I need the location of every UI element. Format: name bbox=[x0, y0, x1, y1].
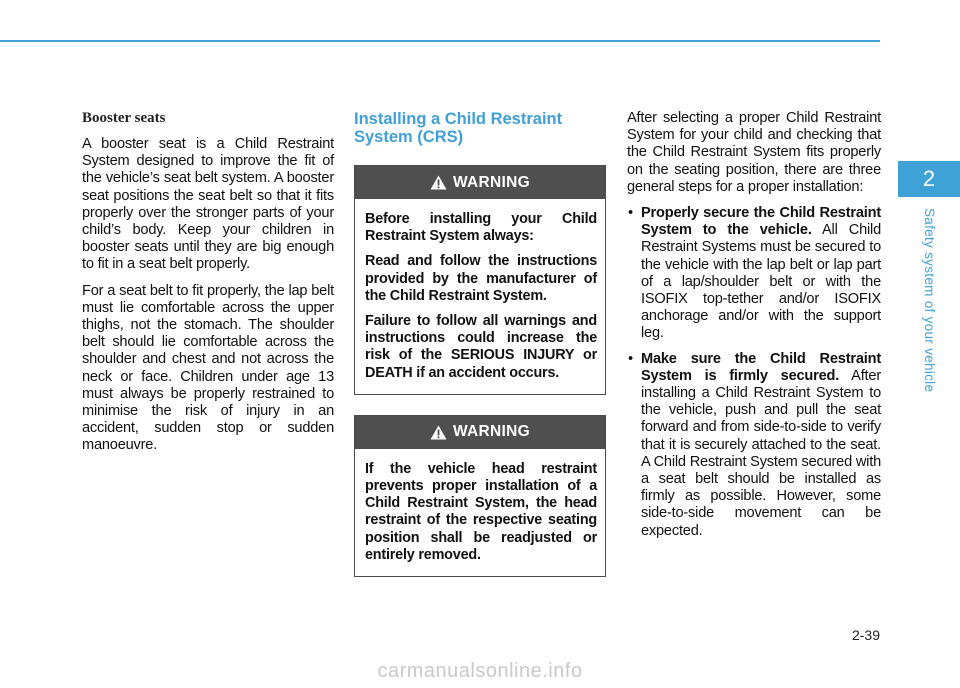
watermark: carmanualsonline.info bbox=[377, 660, 583, 682]
list-item bbox=[627, 205, 881, 343]
left-column bbox=[82, 110, 334, 464]
warning-text: Read and follow the instructions provided by the manufacturer of the Child Restraint System. bbox=[365, 253, 597, 304]
warning-text: Before installing your Child Restraint System always: bbox=[365, 211, 597, 245]
warning-box bbox=[354, 415, 606, 577]
bullet-bold-text: Properly secure the Child Restraint System to the vehicle. bbox=[641, 205, 881, 239]
warning-label: WARNING bbox=[452, 173, 530, 191]
warning-label: WARNING bbox=[452, 423, 530, 441]
warning-box bbox=[354, 165, 606, 395]
intro-paragraph: After selecting a proper Child Restraint System for your child and checking that the Child Restraint System fits properly on the seating position, there are three general steps for a proper installation: bbox=[627, 110, 881, 195]
warning-header bbox=[355, 166, 605, 199]
warning-body bbox=[355, 449, 605, 576]
booster-seats-heading: Booster seats bbox=[82, 110, 166, 126]
warning-body bbox=[355, 199, 605, 394]
bullet-icon: • bbox=[628, 350, 633, 367]
paragraph: For a seat belt to fit properly, the lap belt must lie comfortable across the upper thighs, not the stomach. The shoulder belt should lie comfortable across the shoulder and chest and not across the neck or face. Children under age 13 must always be properly restrained to minimise the risk of injury in an accident, sudden stop or sudden manoeuvre. bbox=[82, 282, 334, 454]
paragraph: A booster seat is a Child Restraint System designed to improve the fit of the vehicle’s seat belt system. A booster seat positions the seat belt so that it fits properly over the stronger parts of your child’s body. Keep your children in booster seats until they are big enough to fit in a seat belt properly. bbox=[82, 136, 334, 273]
middle-column bbox=[354, 110, 606, 597]
bullet-text: All Child Restraint Systems must be secured to the vehicle with the lap belt or lap part of a lap/shoulder belt or with the ISOFIX top-tether and/or ISOFIX anchorage and/or with the support leg. bbox=[641, 222, 881, 342]
bullet-bold-text: Make sure the Child Restraint System is firmly secured. bbox=[641, 350, 881, 384]
page-number: 2-39 bbox=[851, 627, 880, 643]
bullet-icon: • bbox=[628, 205, 633, 222]
chapter-label: Safety system of your vehicle bbox=[922, 208, 937, 393]
top-rule bbox=[0, 40, 880, 42]
list-item bbox=[627, 351, 881, 540]
steps-list bbox=[627, 205, 881, 540]
section-title: Installing a Child Restraint System (CRS) bbox=[354, 110, 563, 146]
warning-header bbox=[355, 416, 605, 449]
warning-triangle-icon bbox=[430, 175, 447, 190]
bullet-text: After installing a Child Restraint System to the vehicle, push and pull the seat forward and from side-to-side to verify that it is securely attached to the seat. A Child Restraint System secured with a seat belt should be installed as firmly as possible. However, some side-to-side movement can be expected. bbox=[641, 367, 881, 539]
warning-triangle-icon bbox=[430, 425, 447, 440]
chapter-tab bbox=[898, 161, 960, 197]
right-column bbox=[627, 110, 881, 548]
warning-text: If the vehicle head restraint prevents proper installation of a Child Restraint System, the head restraint of the respective seating position shall be readjusted or entirely removed. bbox=[365, 460, 597, 563]
warning-text: Failure to follow all warnings and instructions could increase the risk of the SERIOUS INJURY or DEATH if an accident occurs. bbox=[365, 313, 597, 381]
chapter-number: 2 bbox=[922, 166, 936, 191]
